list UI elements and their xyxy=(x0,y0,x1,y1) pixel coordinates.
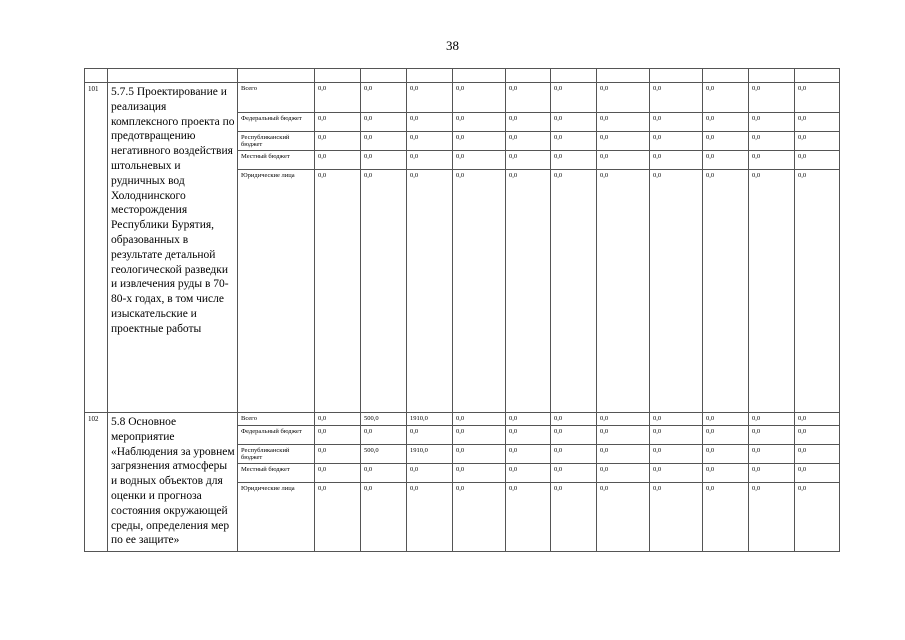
value-cell: 0,0 xyxy=(703,445,749,464)
value-cell: 0,0 xyxy=(315,113,361,132)
value-cell: 0,0 xyxy=(506,464,551,483)
value-cell: 0,0 xyxy=(506,413,551,426)
value-cell: 0,0 xyxy=(506,151,551,170)
value-cell: 0,0 xyxy=(650,170,703,413)
funding-source: Республиканский бюджет xyxy=(238,445,315,464)
value-cell: 0,0 xyxy=(407,170,453,413)
budget-table xyxy=(84,68,840,552)
table-row xyxy=(85,413,840,426)
value-cell: 0,0 xyxy=(407,113,453,132)
value-cell: 0,0 xyxy=(749,483,795,552)
value-cell: 0,0 xyxy=(361,464,407,483)
value-cell: 0,0 xyxy=(597,464,650,483)
value-cell: 0,0 xyxy=(315,426,361,445)
value-cell: 0,0 xyxy=(703,426,749,445)
row-number: 101 xyxy=(85,83,108,413)
value-cell: 0,0 xyxy=(506,132,551,151)
value-cell: 0,0 xyxy=(795,426,840,445)
value-cell: 0,0 xyxy=(597,132,650,151)
value-cell: 0,0 xyxy=(551,426,597,445)
value-cell: 500,0 xyxy=(361,445,407,464)
value-cell: 0,0 xyxy=(795,113,840,132)
value-cell: 0,0 xyxy=(361,170,407,413)
value-cell: 0,0 xyxy=(749,151,795,170)
value-cell: 0,0 xyxy=(795,413,840,426)
value-cell: 0,0 xyxy=(506,113,551,132)
value-cell: 0,0 xyxy=(551,445,597,464)
value-cell: 0,0 xyxy=(506,83,551,113)
page-number: 38 xyxy=(446,38,459,53)
value-cell: 0,0 xyxy=(453,445,506,464)
row-number: 102 xyxy=(85,413,108,552)
value-cell: 0,0 xyxy=(749,132,795,151)
value-cell: 0,0 xyxy=(795,464,840,483)
value-cell: 0,0 xyxy=(506,483,551,552)
value-cell: 0,0 xyxy=(749,426,795,445)
value-cell: 0,0 xyxy=(597,151,650,170)
value-cell: 0,0 xyxy=(749,445,795,464)
value-cell: 0,0 xyxy=(749,83,795,113)
value-cell: 0,0 xyxy=(795,132,840,151)
value-cell: 0,0 xyxy=(551,464,597,483)
value-cell: 0,0 xyxy=(551,413,597,426)
value-cell: 0,0 xyxy=(551,170,597,413)
value-cell: 0,0 xyxy=(551,83,597,113)
value-cell: 0,0 xyxy=(315,445,361,464)
value-cell: 0,0 xyxy=(315,151,361,170)
value-cell: 0,0 xyxy=(506,170,551,413)
funding-source: Всего xyxy=(238,413,315,426)
value-cell: 0,0 xyxy=(453,170,506,413)
value-cell: 0,0 xyxy=(597,83,650,113)
value-cell: 500,0 xyxy=(361,413,407,426)
value-cell: 0,0 xyxy=(407,483,453,552)
value-cell: 0,0 xyxy=(703,483,749,552)
funding-source: Федеральный бюджет xyxy=(238,113,315,132)
value-cell: 0,0 xyxy=(795,170,840,413)
value-cell: 0,0 xyxy=(597,170,650,413)
value-cell: 0,0 xyxy=(361,151,407,170)
value-cell: 0,0 xyxy=(315,132,361,151)
value-cell: 0,0 xyxy=(407,132,453,151)
value-cell: 0,0 xyxy=(650,413,703,426)
value-cell: 0,0 xyxy=(361,132,407,151)
value-cell: 0,0 xyxy=(703,113,749,132)
value-cell: 0,0 xyxy=(650,483,703,552)
value-cell: 0,0 xyxy=(361,83,407,113)
value-cell: 0,0 xyxy=(551,132,597,151)
value-cell: 0,0 xyxy=(703,413,749,426)
value-cell: 0,0 xyxy=(315,83,361,113)
header-row xyxy=(85,69,840,83)
value-cell: 0,0 xyxy=(506,445,551,464)
value-cell: 0,0 xyxy=(795,83,840,113)
value-cell: 0,0 xyxy=(407,426,453,445)
measure-title: 5.8 Основное мероприятие «Наблюдения за уровнем загрязнения атмосферы и водных объектов для оценки и прогноза состояния окружающей среды, определения мер по ее защите» xyxy=(108,413,238,552)
value-cell: 0,0 xyxy=(749,464,795,483)
value-cell: 0,0 xyxy=(650,426,703,445)
funding-source: Местный бюджет xyxy=(238,151,315,170)
value-cell: 0,0 xyxy=(407,83,453,113)
value-cell: 0,0 xyxy=(453,426,506,445)
value-cell: 0,0 xyxy=(795,445,840,464)
value-cell: 0,0 xyxy=(749,113,795,132)
value-cell: 0,0 xyxy=(453,464,506,483)
value-cell: 0,0 xyxy=(453,483,506,552)
value-cell: 0,0 xyxy=(650,113,703,132)
value-cell: 0,0 xyxy=(315,413,361,426)
value-cell: 0,0 xyxy=(597,413,650,426)
value-cell: 0,0 xyxy=(453,132,506,151)
value-cell: 0,0 xyxy=(597,113,650,132)
value-cell: 0,0 xyxy=(650,83,703,113)
table-row xyxy=(85,83,840,113)
value-cell: 0,0 xyxy=(453,113,506,132)
value-cell: 0,0 xyxy=(315,170,361,413)
value-cell: 0,0 xyxy=(597,483,650,552)
value-cell: 0,0 xyxy=(795,483,840,552)
value-cell: 0,0 xyxy=(407,151,453,170)
value-cell: 0,0 xyxy=(453,413,506,426)
value-cell: 0,0 xyxy=(407,464,453,483)
value-cell: 0,0 xyxy=(703,83,749,113)
value-cell: 0,0 xyxy=(361,483,407,552)
measure-title: 5.7.5 Проектирование и реализация комплексного проекта по предотвращению негативного воздействия штольневых и рудничных вод Холоднинского месторождения Республики Бурятия, образованных в результате детальной геологической разведки и извлечения руды в 70-80-х годах, в том числе изыскательские и проектные работы xyxy=(108,83,238,413)
value-cell: 0,0 xyxy=(315,483,361,552)
value-cell: 0,0 xyxy=(650,132,703,151)
value-cell: 0,0 xyxy=(453,151,506,170)
value-cell: 0,0 xyxy=(703,464,749,483)
value-cell: 0,0 xyxy=(650,151,703,170)
value-cell: 1910,0 xyxy=(407,413,453,426)
value-cell: 0,0 xyxy=(703,151,749,170)
value-cell: 0,0 xyxy=(453,83,506,113)
funding-source: Юридические лица xyxy=(238,170,315,413)
value-cell: 0,0 xyxy=(361,113,407,132)
value-cell: 0,0 xyxy=(361,426,407,445)
funding-source: Республиканский бюджет xyxy=(238,132,315,151)
value-cell: 0,0 xyxy=(551,151,597,170)
funding-source: Местный бюджет xyxy=(238,464,315,483)
value-cell: 0,0 xyxy=(703,132,749,151)
value-cell: 0,0 xyxy=(551,483,597,552)
value-cell: 0,0 xyxy=(749,170,795,413)
value-cell: 0,0 xyxy=(703,170,749,413)
value-cell: 0,0 xyxy=(506,426,551,445)
value-cell: 0,0 xyxy=(795,151,840,170)
value-cell: 1910,0 xyxy=(407,445,453,464)
funding-source: Юридические лица xyxy=(238,483,315,552)
value-cell: 0,0 xyxy=(650,445,703,464)
value-cell: 0,0 xyxy=(749,413,795,426)
value-cell: 0,0 xyxy=(597,445,650,464)
value-cell: 0,0 xyxy=(551,113,597,132)
funding-source: Федеральный бюджет xyxy=(238,426,315,445)
value-cell: 0,0 xyxy=(597,426,650,445)
funding-source: Всего xyxy=(238,83,315,113)
value-cell: 0,0 xyxy=(650,464,703,483)
value-cell: 0,0 xyxy=(315,464,361,483)
